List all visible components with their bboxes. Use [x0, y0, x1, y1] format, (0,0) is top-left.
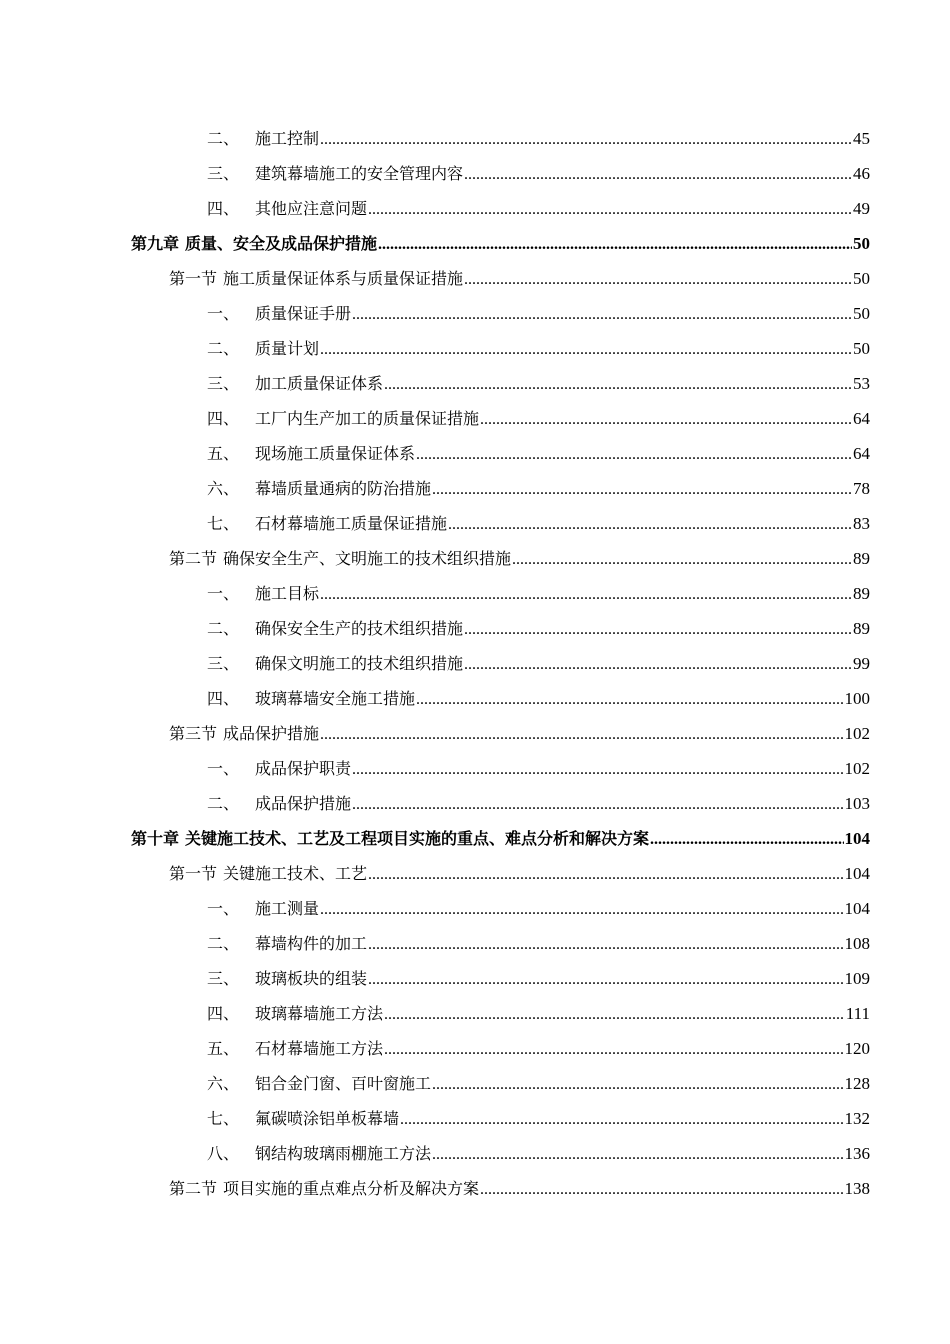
toc-entry-title: 关键施工技术、工艺及工程项目实施的重点、难点分析和解决方案: [185, 829, 650, 848]
toc-entry-title: 施工质量保证体系与质量保证措施: [223, 269, 464, 288]
toc-entry-number: 八、: [207, 1144, 240, 1163]
toc-entry-number: 二、: [207, 129, 240, 148]
toc-entry-item[interactable]: [0, 191, 950, 226]
toc-entry-section[interactable]: [0, 1171, 950, 1206]
toc-entry-item[interactable]: [0, 156, 950, 191]
toc-page-number: 104: [844, 864, 870, 883]
toc-dot-leader: [384, 997, 845, 1032]
toc-entry-title: 玻璃幕墙施工方法: [255, 1004, 384, 1023]
toc-entry-title: 玻璃幕墙安全施工措施: [255, 689, 416, 708]
toc-entry-number: 四、: [207, 1004, 240, 1023]
toc-dot-leader: [352, 297, 852, 332]
toc-entry-number: 三、: [207, 654, 240, 673]
toc-entry-number: 四、: [207, 689, 240, 708]
toc-dot-leader: [650, 822, 843, 857]
toc-entry-number: 四、: [207, 409, 240, 428]
toc-entry-label: [207, 751, 351, 786]
toc-dot-leader: [432, 1137, 843, 1172]
toc-page-number: 89: [853, 619, 870, 638]
toc-entry-item[interactable]: [0, 506, 950, 541]
table-of-contents: [0, 121, 950, 1206]
toc-entry-number: 四、: [207, 199, 240, 218]
toc-entry-section[interactable]: [0, 541, 950, 576]
toc-entry-number: 一、: [207, 584, 240, 603]
toc-entry-title: 石材幕墙施工质量保证措施: [255, 514, 448, 533]
toc-page-number: 50: [853, 269, 870, 288]
toc-entry-item[interactable]: [0, 926, 950, 961]
toc-page-number: 104: [844, 899, 870, 918]
toc-entry-label: [207, 401, 479, 436]
toc-entry-label: [207, 996, 383, 1031]
toc-page-number: 99: [853, 654, 870, 673]
toc-page-number: 138: [844, 1179, 870, 1198]
toc-page-number: 103: [844, 794, 870, 813]
toc-dot-leader: [416, 682, 843, 717]
toc-entry-number: 一、: [207, 899, 240, 918]
toc-dot-leader: [400, 1102, 843, 1137]
toc-page-number: 100: [844, 689, 870, 708]
toc-page-number: 132: [844, 1109, 870, 1128]
toc-dot-leader: [448, 507, 852, 542]
toc-entry-item[interactable]: [0, 646, 950, 681]
toc-page-number: 102: [844, 724, 870, 743]
toc-dot-leader: [320, 717, 843, 752]
toc-page-number: 83: [853, 514, 870, 533]
toc-page-number: 104: [844, 829, 870, 848]
toc-dot-leader: [320, 577, 852, 612]
toc-entry-title: 幕墙构件的加工: [255, 934, 368, 953]
toc-entry-number: 第二节: [169, 1179, 218, 1198]
toc-dot-leader: [464, 612, 852, 647]
toc-entry-label: [207, 611, 463, 646]
toc-entry-number: 三、: [207, 374, 240, 393]
toc-entry-chapter[interactable]: [0, 821, 950, 856]
toc-page-number: 120: [844, 1039, 870, 1058]
toc-entry-title: 工厂内生产加工的质量保证措施: [255, 409, 480, 428]
toc-dot-leader: [464, 647, 852, 682]
toc-page-number: 78: [853, 479, 870, 498]
toc-entry-item[interactable]: [0, 751, 950, 786]
toc-entry-section[interactable]: [0, 856, 950, 891]
toc-page-number: 109: [844, 969, 870, 988]
toc-entry-title: 幕墙质量通病的防治措施: [255, 479, 432, 498]
toc-entry-label: [131, 821, 649, 856]
toc-entry-number: 六、: [207, 479, 240, 498]
toc-entry-item[interactable]: [0, 996, 950, 1031]
toc-entry-title: 确保文明施工的技术组织措施: [255, 654, 464, 673]
toc-entry-label: [169, 716, 319, 751]
toc-dot-leader: [480, 402, 852, 437]
toc-entry-label: [207, 961, 367, 996]
toc-entry-section[interactable]: [0, 716, 950, 751]
toc-entry-title: 关键施工技术、工艺: [223, 864, 368, 883]
toc-page-number: 102: [844, 759, 870, 778]
toc-entry-label: [207, 471, 431, 506]
toc-dot-leader: [464, 262, 852, 297]
toc-entry-label: [169, 261, 463, 296]
toc-dot-leader: [432, 1067, 843, 1102]
toc-page-number: 89: [853, 584, 870, 603]
toc-entry-item[interactable]: [0, 296, 950, 331]
toc-entry-label: [131, 226, 377, 261]
toc-entry-title: 现场施工质量保证体系: [255, 444, 416, 463]
toc-entry-title: 玻璃板块的组装: [255, 969, 368, 988]
toc-dot-leader: [368, 962, 843, 997]
toc-entry-number: 第一节: [169, 864, 218, 883]
toc-entry-label: [207, 506, 447, 541]
toc-entry-number: 二、: [207, 619, 240, 638]
toc-entry-title: 成品保护措施: [255, 794, 352, 813]
toc-page-number: 46: [853, 164, 870, 183]
toc-dot-leader: [368, 857, 843, 892]
toc-page-number: 50: [853, 304, 870, 323]
toc-dot-leader: [384, 1032, 843, 1067]
toc-entry-item[interactable]: [0, 1136, 950, 1171]
toc-page-number: 108: [844, 934, 870, 953]
toc-entry-title: 氟碳喷涂铝单板幕墙: [255, 1109, 400, 1128]
toc-entry-number: 二、: [207, 794, 240, 813]
toc-entry-item[interactable]: [0, 471, 950, 506]
toc-entry-item[interactable]: [0, 891, 950, 926]
toc-entry-title: 成品保护职责: [255, 759, 352, 778]
toc-entry-item[interactable]: [0, 121, 950, 156]
toc-entry-title: 成品保护措施: [223, 724, 320, 743]
toc-entry-item[interactable]: [0, 401, 950, 436]
toc-entry-number: 第九章: [131, 234, 180, 253]
toc-entry-title: 建筑幕墙施工的安全管理内容: [255, 164, 464, 183]
toc-dot-leader: [378, 227, 852, 262]
toc-entry-title: 项目实施的重点难点分析及解决方案: [223, 1179, 480, 1198]
toc-entry-number: 第一节: [169, 269, 218, 288]
toc-entry-label: [169, 856, 367, 891]
toc-entry-number: 一、: [207, 759, 240, 778]
toc-entry-title: 施工目标: [255, 584, 320, 603]
toc-entry-label: [207, 1031, 383, 1066]
toc-entry-label: [207, 366, 383, 401]
toc-entry-title: 铝合金门窗、百叶窗施工: [255, 1074, 432, 1093]
toc-entry-item[interactable]: [0, 961, 950, 996]
toc-entry-item[interactable]: [0, 1101, 950, 1136]
toc-entry-label: [207, 1066, 431, 1101]
toc-dot-leader: [416, 437, 852, 472]
toc-entry-number: 第十章: [131, 829, 180, 848]
toc-entry-chapter[interactable]: [0, 226, 950, 261]
toc-page-number: 50: [853, 339, 870, 358]
toc-page-number: 64: [853, 444, 870, 463]
toc-entry-number: 第三节: [169, 724, 218, 743]
toc-entry-item[interactable]: [0, 611, 950, 646]
toc-entry-item[interactable]: [0, 331, 950, 366]
toc-entry-item[interactable]: [0, 576, 950, 611]
toc-dot-leader: [368, 927, 843, 962]
toc-entry-label: [207, 191, 367, 226]
toc-entry-number: 五、: [207, 1039, 240, 1058]
toc-entry-item[interactable]: [0, 1031, 950, 1066]
toc-entry-title: 确保安全生产的技术组织措施: [255, 619, 464, 638]
toc-entry-number: 三、: [207, 164, 240, 183]
toc-page-number: 49: [853, 199, 870, 218]
toc-dot-leader: [368, 192, 852, 227]
toc-entry-number: 七、: [207, 514, 240, 533]
toc-dot-leader: [320, 332, 852, 367]
toc-entry-label: [169, 541, 511, 576]
toc-entry-label: [207, 1101, 399, 1136]
toc-entry-number: 一、: [207, 304, 240, 323]
toc-dot-leader: [432, 472, 852, 507]
toc-dot-leader: [320, 122, 852, 157]
toc-entry-title: 质量保证手册: [255, 304, 352, 323]
toc-entry-label: [207, 926, 367, 961]
toc-dot-leader: [480, 1172, 843, 1207]
toc-entry-label: [207, 296, 351, 331]
toc-entry-title: 加工质量保证体系: [255, 374, 384, 393]
toc-entry-label: [207, 576, 319, 611]
toc-dot-leader: [352, 752, 843, 787]
toc-entry-item[interactable]: [0, 681, 950, 716]
toc-entry-number: 三、: [207, 969, 240, 988]
toc-dot-leader: [352, 787, 843, 822]
toc-page-number: 53: [853, 374, 870, 393]
toc-entry-label: [169, 1171, 479, 1206]
toc-entry-label: [207, 156, 463, 191]
toc-entry-label: [207, 1136, 431, 1171]
toc-entry-title: 确保安全生产、文明施工的技术组织措施: [223, 549, 512, 568]
toc-entry-title: 施工测量: [255, 899, 320, 918]
toc-entry-section[interactable]: [0, 261, 950, 296]
toc-entry-title: 质量计划: [255, 339, 320, 358]
toc-entry-title: 施工控制: [255, 129, 320, 148]
toc-entry-number: 五、: [207, 444, 240, 463]
toc-entry-number: 七、: [207, 1109, 240, 1128]
toc-entry-item[interactable]: [0, 436, 950, 471]
toc-entry-title: 其他应注意问题: [255, 199, 368, 218]
toc-page-number: 45: [853, 129, 870, 148]
toc-dot-leader: [512, 542, 852, 577]
toc-entry-title: 钢结构玻璃雨棚施工方法: [255, 1144, 432, 1163]
toc-entry-item[interactable]: [0, 786, 950, 821]
toc-entry-label: [207, 681, 415, 716]
toc-dot-leader: [464, 157, 852, 192]
toc-page-number: 50: [853, 234, 870, 253]
toc-page-number: 89: [853, 549, 870, 568]
toc-dot-leader: [384, 367, 852, 402]
toc-entry-label: [207, 646, 463, 681]
toc-page-number: 136: [844, 1144, 870, 1163]
toc-page-number: 128: [844, 1074, 870, 1093]
toc-dot-leader: [320, 892, 843, 927]
toc-entry-label: [207, 436, 415, 471]
toc-page-number: 111: [845, 1004, 870, 1023]
toc-entry-number: 六、: [207, 1074, 240, 1093]
toc-entry-number: 第二节: [169, 549, 218, 568]
toc-entry-item[interactable]: [0, 1066, 950, 1101]
toc-entry-label: [207, 891, 319, 926]
toc-entry-number: 二、: [207, 339, 240, 358]
toc-entry-label: [207, 331, 319, 366]
toc-entry-label: [207, 786, 351, 821]
toc-entry-title: 石材幕墙施工方法: [255, 1039, 384, 1058]
toc-entry-number: 二、: [207, 934, 240, 953]
toc-entry-label: [207, 121, 319, 156]
toc-page-number: 64: [853, 409, 870, 428]
toc-entry-title: 质量、安全及成品保护措施: [185, 234, 378, 253]
toc-entry-item[interactable]: [0, 366, 950, 401]
